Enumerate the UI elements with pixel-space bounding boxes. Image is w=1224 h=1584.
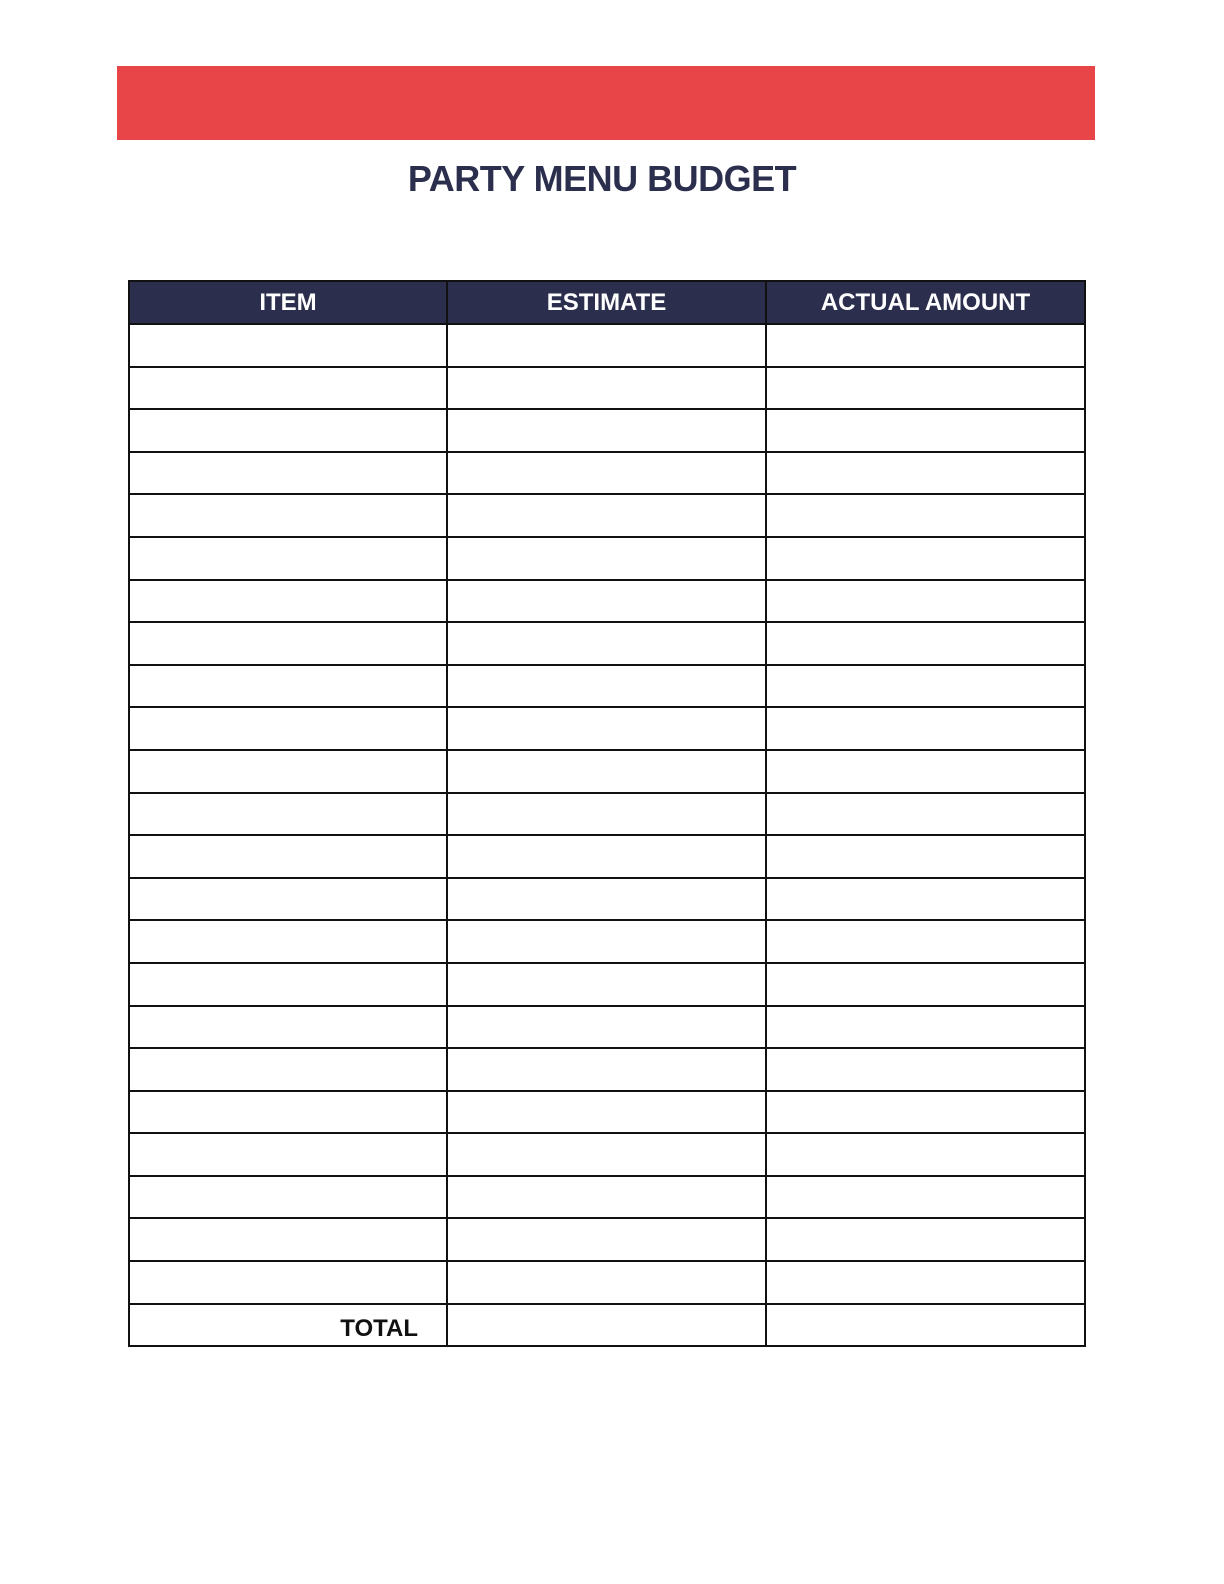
actual-amount-cell[interactable] bbox=[766, 452, 1085, 495]
item-cell[interactable] bbox=[129, 409, 447, 452]
item-cell[interactable] bbox=[129, 622, 447, 665]
actual-amount-cell[interactable] bbox=[766, 750, 1085, 793]
item-cell[interactable] bbox=[129, 750, 447, 793]
actual-amount-cell[interactable] bbox=[766, 580, 1085, 623]
actual-amount-cell[interactable] bbox=[766, 1133, 1085, 1176]
estimate-cell[interactable] bbox=[447, 963, 766, 1006]
estimate-cell[interactable] bbox=[447, 793, 766, 836]
item-cell[interactable] bbox=[129, 1218, 447, 1261]
estimate-cell[interactable] bbox=[447, 494, 766, 537]
item-cell[interactable] bbox=[129, 367, 447, 410]
table-row bbox=[129, 835, 1085, 878]
table-row bbox=[129, 409, 1085, 452]
estimate-cell[interactable] bbox=[447, 835, 766, 878]
item-cell[interactable] bbox=[129, 963, 447, 1006]
actual-amount-cell[interactable] bbox=[766, 494, 1085, 537]
estimate-cell[interactable] bbox=[447, 1261, 766, 1304]
actual-amount-cell[interactable] bbox=[766, 835, 1085, 878]
estimate-cell[interactable] bbox=[447, 324, 766, 367]
estimate-cell[interactable] bbox=[447, 580, 766, 623]
actual-amount-cell[interactable] bbox=[766, 1048, 1085, 1091]
table-row bbox=[129, 537, 1085, 580]
estimate-cell[interactable] bbox=[447, 367, 766, 410]
estimate-cell[interactable] bbox=[447, 622, 766, 665]
item-cell[interactable] bbox=[129, 1048, 447, 1091]
estimate-cell[interactable] bbox=[447, 409, 766, 452]
item-cell[interactable] bbox=[129, 494, 447, 537]
table-row bbox=[129, 1261, 1085, 1304]
item-cell[interactable] bbox=[129, 835, 447, 878]
table-row bbox=[129, 367, 1085, 410]
table-row bbox=[129, 324, 1085, 367]
table-row bbox=[129, 452, 1085, 495]
item-cell[interactable] bbox=[129, 1133, 447, 1176]
actual-amount-cell[interactable] bbox=[766, 1261, 1085, 1304]
table-row bbox=[129, 878, 1085, 921]
table-row bbox=[129, 750, 1085, 793]
actual-amount-cell[interactable] bbox=[766, 707, 1085, 750]
estimate-cell[interactable] bbox=[447, 1133, 766, 1176]
estimate-cell[interactable] bbox=[447, 665, 766, 708]
table-row bbox=[129, 580, 1085, 623]
table-row bbox=[129, 1133, 1085, 1176]
estimate-cell[interactable] bbox=[447, 452, 766, 495]
total-row bbox=[129, 1304, 1085, 1347]
table-row bbox=[129, 1048, 1085, 1091]
actual-amount-cell[interactable] bbox=[766, 1176, 1085, 1219]
header-item: ITEM bbox=[129, 281, 447, 324]
page-title: PARTY MENU BUDGET bbox=[407, 158, 797, 199]
item-cell[interactable] bbox=[129, 665, 447, 708]
item-cell[interactable] bbox=[129, 878, 447, 921]
table-row bbox=[129, 665, 1085, 708]
table-row bbox=[129, 1091, 1085, 1134]
item-cell[interactable] bbox=[129, 1261, 447, 1304]
item-cell[interactable] bbox=[129, 580, 447, 623]
actual-amount-cell[interactable] bbox=[766, 963, 1085, 1006]
estimate-cell[interactable] bbox=[447, 707, 766, 750]
estimate-cell[interactable] bbox=[447, 1176, 766, 1219]
table-row bbox=[129, 622, 1085, 665]
item-cell[interactable] bbox=[129, 793, 447, 836]
actual-amount-cell[interactable] bbox=[766, 622, 1085, 665]
estimate-cell[interactable] bbox=[447, 920, 766, 963]
estimate-cell[interactable] bbox=[447, 537, 766, 580]
table-row bbox=[129, 1218, 1085, 1261]
actual-amount-cell[interactable] bbox=[766, 409, 1085, 452]
header-row bbox=[129, 281, 1085, 324]
actual-amount-cell[interactable] bbox=[766, 665, 1085, 708]
table-row bbox=[129, 793, 1085, 836]
estimate-cell[interactable] bbox=[447, 1048, 766, 1091]
actual-amount-cell[interactable] bbox=[766, 793, 1085, 836]
table-row bbox=[129, 920, 1085, 963]
actual-amount-cell[interactable] bbox=[766, 1218, 1085, 1261]
item-cell[interactable] bbox=[129, 1091, 447, 1134]
top-banner bbox=[117, 66, 1095, 140]
item-cell[interactable] bbox=[129, 537, 447, 580]
item-cell[interactable] bbox=[129, 1006, 447, 1049]
estimate-cell[interactable] bbox=[447, 750, 766, 793]
table-header bbox=[129, 281, 1085, 324]
table-row bbox=[129, 707, 1085, 750]
actual-amount-cell[interactable] bbox=[766, 1006, 1085, 1049]
item-cell[interactable] bbox=[129, 324, 447, 367]
item-cell[interactable] bbox=[129, 920, 447, 963]
estimate-cell[interactable] bbox=[447, 1006, 766, 1049]
table-row bbox=[129, 1006, 1085, 1049]
total-actual-cell[interactable] bbox=[766, 1304, 1085, 1347]
total-label: TOTAL bbox=[129, 1304, 447, 1347]
actual-amount-cell[interactable] bbox=[766, 324, 1085, 367]
estimate-cell[interactable] bbox=[447, 878, 766, 921]
item-cell[interactable] bbox=[129, 1176, 447, 1219]
table-row bbox=[129, 963, 1085, 1006]
table-body bbox=[129, 324, 1085, 1346]
table-row bbox=[129, 1176, 1085, 1219]
item-cell[interactable] bbox=[129, 452, 447, 495]
actual-amount-cell[interactable] bbox=[766, 537, 1085, 580]
item-cell[interactable] bbox=[129, 707, 447, 750]
header-actual-amount: ACTUAL AMOUNT bbox=[766, 281, 1085, 324]
actual-amount-cell[interactable] bbox=[766, 920, 1085, 963]
total-estimate-cell[interactable] bbox=[447, 1304, 766, 1347]
table-row bbox=[129, 494, 1085, 537]
budget-table bbox=[128, 280, 1086, 1347]
estimate-cell[interactable] bbox=[447, 1091, 766, 1134]
actual-amount-cell[interactable] bbox=[766, 878, 1085, 921]
header-estimate: ESTIMATE bbox=[447, 281, 766, 324]
actual-amount-cell[interactable] bbox=[766, 367, 1085, 410]
estimate-cell[interactable] bbox=[447, 1218, 766, 1261]
actual-amount-cell[interactable] bbox=[766, 1091, 1085, 1134]
